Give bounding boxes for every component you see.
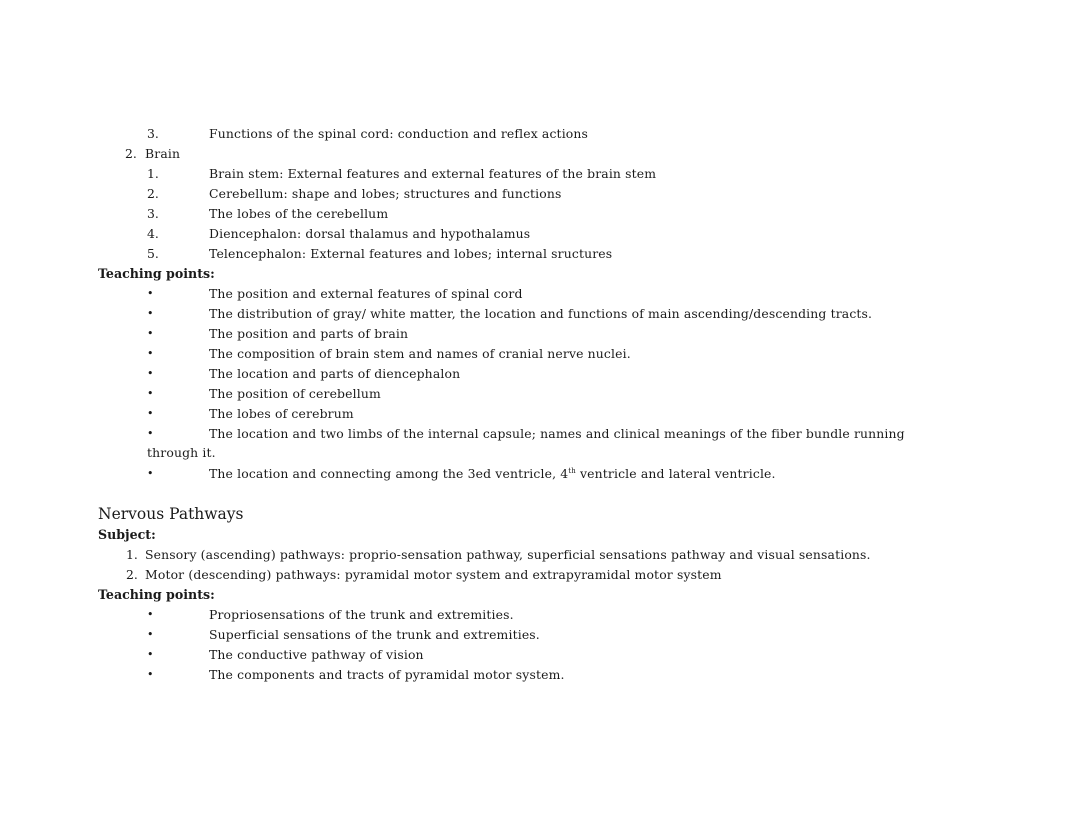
- bullet-icon: •: [147, 387, 154, 400]
- bullet-icon: •: [147, 287, 154, 300]
- teaching-point: The conductive pathway of vision: [209, 647, 424, 662]
- spinal-cord-item-text: Functions of the spinal cord: conduction and reflex actions: [209, 126, 589, 141]
- bullet-icon: •: [147, 307, 154, 320]
- bullet-icon: •: [147, 668, 154, 681]
- teaching-point: The position and external features of spinal cord: [209, 286, 523, 301]
- teaching-points-heading: Teaching points:: [98, 587, 215, 602]
- subject-heading: Subject:: [98, 527, 156, 542]
- teaching-points-heading: Teaching points:: [98, 266, 215, 281]
- ventricle-superscript: th: [568, 466, 576, 475]
- teaching-point: Propriosensations of the trunk and extremities.: [209, 607, 514, 622]
- brain-item-text: Telencephalon: External features and lobes; internal sructures: [209, 246, 613, 261]
- teaching-point: Superficial sensations of the trunk and extremities.: [209, 627, 540, 642]
- ventricle-text-after: ventricle and lateral ventricle.: [575, 466, 776, 481]
- teaching-point: The position and parts of brain: [209, 326, 409, 341]
- brain-item-number: 1.: [147, 166, 159, 181]
- brain-item-text: Diencephalon: dorsal thalamus and hypothalamus: [209, 226, 531, 241]
- brain-item-number: 2.: [147, 186, 159, 201]
- teaching-point: The location and two limbs of the internal capsule; names and clinical meanings of the fiber bundle running: [209, 426, 905, 441]
- brain-item-number: 5.: [147, 246, 159, 261]
- bullet-icon: •: [147, 367, 154, 380]
- section-title-nervous-pathways: Nervous Pathways: [98, 505, 244, 523]
- spinal-cord-item-number: 3.: [147, 126, 159, 141]
- brain-heading-number: 2.: [125, 146, 137, 161]
- bullet-icon: •: [147, 648, 154, 661]
- bullet-icon: •: [147, 327, 154, 340]
- bullet-icon: •: [147, 347, 154, 360]
- bullet-icon: •: [147, 628, 154, 641]
- subject-item-text: Sensory (ascending) pathways: proprio-sensation pathway, superficial sensations pathway and visual sensations.: [145, 547, 871, 562]
- bullet-icon: •: [147, 467, 154, 480]
- brain-item-text: The lobes of the cerebellum: [209, 206, 389, 221]
- brain-item-number: 4.: [147, 226, 159, 241]
- teaching-point: The distribution of gray/ white matter, the location and functions of main ascending/descending tracts.: [209, 306, 873, 321]
- teaching-point: The location and parts of diencephalon: [209, 366, 461, 381]
- brain-heading-text: Brain: [145, 146, 181, 161]
- teaching-point: The lobes of cerebrum: [209, 406, 354, 421]
- bullet-icon: •: [147, 407, 154, 420]
- brain-item-number: 3.: [147, 206, 159, 221]
- subject-item-text: Motor (descending) pathways: pyramidal motor system and extrapyramidal motor system: [145, 567, 722, 582]
- teaching-point-ventricles: [209, 464, 776, 484]
- brain-item-text: Cerebellum: shape and lobes; structures and functions: [209, 186, 562, 201]
- teaching-point: The components and tracts of pyramidal motor system.: [209, 667, 565, 682]
- bullet-icon: •: [147, 608, 154, 621]
- subject-item-number: 1.: [126, 547, 138, 562]
- subject-item-number: 2.: [126, 567, 138, 582]
- ventricle-text-before: The location and connecting among the 3ed ventricle, 4: [209, 466, 569, 481]
- teaching-point: The position of cerebellum: [209, 386, 381, 401]
- teaching-point-continuation: through it.: [147, 445, 216, 460]
- bullet-icon: •: [147, 427, 154, 440]
- teaching-point: The composition of brain stem and names of cranial nerve nuclei.: [209, 346, 631, 361]
- brain-item-text: Brain stem: External features and external features of the brain stem: [209, 166, 657, 181]
